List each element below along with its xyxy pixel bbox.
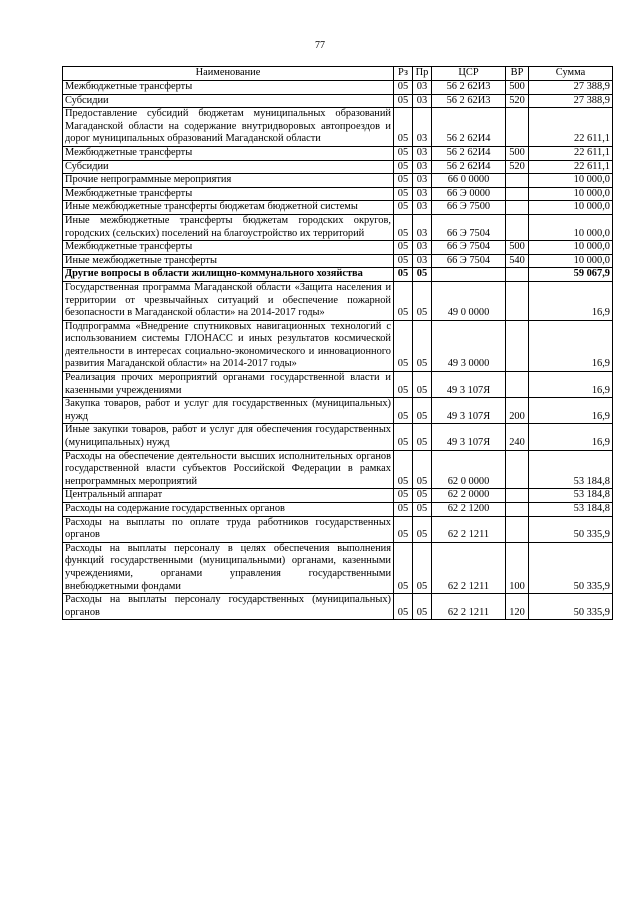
row-sum-cell: 27 388,9 [529, 94, 613, 108]
row-name-cell: Субсидии [63, 94, 394, 108]
row-vr-cell: 500 [506, 146, 529, 160]
row-rz-cell: 05 [394, 372, 413, 398]
table-row [63, 320, 613, 371]
row-name-cell: Расходы на выплаты по оплате труда работников государственных органов [63, 516, 394, 542]
table-row [63, 594, 613, 620]
row-pr-cell: 05 [413, 281, 432, 320]
row-pr-cell: 05 [413, 398, 432, 424]
table-row [63, 201, 613, 215]
row-vr-cell: 240 [506, 424, 529, 450]
row-rz-cell: 05 [394, 424, 413, 450]
row-sum-cell: 27 388,9 [529, 81, 613, 95]
row-vr-cell: 500 [506, 81, 529, 95]
row-sum-cell: 22 611,1 [529, 146, 613, 160]
row-csr-cell: 49 3 107Я [432, 398, 506, 424]
row-rz-cell: 05 [394, 516, 413, 542]
row-sum-cell: 10 000,0 [529, 214, 613, 240]
row-pr-cell: 03 [413, 160, 432, 174]
row-csr-cell: 62 2 1211 [432, 594, 506, 620]
row-rz-cell: 05 [394, 241, 413, 255]
row-rz-cell: 05 [394, 503, 413, 517]
row-vr-cell [506, 108, 529, 147]
row-name-cell: Государственная программа Магаданской области «Защита населения и территории от чрезвычайных ситуаций и обеспечение пожарной безопасности в Магаданской области» на 2014-2017 годы» [63, 281, 394, 320]
table-row [63, 108, 613, 147]
row-name-cell: Иные межбюджетные трансферты [63, 254, 394, 268]
row-csr-cell: 66 Э 7504 [432, 254, 506, 268]
row-pr-cell: 05 [413, 450, 432, 489]
row-rz-cell: 05 [394, 160, 413, 174]
row-pr-cell: 05 [413, 503, 432, 517]
row-csr-cell: 56 2 62И4 [432, 108, 506, 147]
row-rz-cell: 05 [394, 281, 413, 320]
row-sum-cell: 10 000,0 [529, 201, 613, 215]
budget-table [62, 66, 613, 620]
table-row [63, 174, 613, 188]
row-name-cell: Реализация прочих мероприятий органами государственной власти и казенными учреждениями [63, 372, 394, 398]
table-row [63, 241, 613, 255]
row-sum-cell: 59 067,9 [529, 268, 613, 282]
table-row [63, 503, 613, 517]
table-row [63, 398, 613, 424]
row-vr-cell: 520 [506, 94, 529, 108]
row-pr-cell: 03 [413, 241, 432, 255]
row-csr-cell: 49 0 0000 [432, 281, 506, 320]
row-sum-cell: 50 335,9 [529, 594, 613, 620]
row-sum-cell: 10 000,0 [529, 174, 613, 188]
row-csr-cell: 62 0 0000 [432, 450, 506, 489]
row-csr-cell: 49 3 107Я [432, 372, 506, 398]
table-row [63, 146, 613, 160]
row-sum-cell: 22 611,1 [529, 108, 613, 147]
table-row [63, 372, 613, 398]
row-name-cell: Прочие непрограммные мероприятия [63, 174, 394, 188]
row-csr-cell: 66 Э 7504 [432, 241, 506, 255]
row-name-cell: Расходы на выплаты персоналу в целях обеспечения выполнения функций государственными (муниципальными) органами, казенными учреждениями, органами управления государственными внебюджетными фондами [63, 542, 394, 593]
table-row [63, 281, 613, 320]
header-sum: Сумма [529, 67, 613, 81]
row-rz-cell: 05 [394, 320, 413, 371]
row-vr-cell: 520 [506, 160, 529, 174]
table-row [63, 187, 613, 201]
row-vr-cell [506, 372, 529, 398]
row-rz-cell: 05 [394, 214, 413, 240]
row-csr-cell: 66 Э 7504 [432, 214, 506, 240]
row-vr-cell [506, 201, 529, 215]
row-name-cell: Межбюджетные трансферты [63, 241, 394, 255]
row-rz-cell: 05 [394, 201, 413, 215]
row-rz-cell: 05 [394, 489, 413, 503]
row-name-cell: Расходы на обеспечение деятельности высших исполнительных органов государственной власти субъектов Российской Федерации в рамках непрограммных мероприятий [63, 450, 394, 489]
table-row [63, 268, 613, 282]
row-csr-cell: 66 Э 0000 [432, 187, 506, 201]
row-pr-cell: 05 [413, 372, 432, 398]
row-sum-cell: 53 184,8 [529, 489, 613, 503]
row-pr-cell: 05 [413, 320, 432, 371]
row-name-cell: Субсидии [63, 160, 394, 174]
table-header-row [63, 67, 613, 81]
row-vr-cell [506, 214, 529, 240]
row-name-cell: Межбюджетные трансферты [63, 81, 394, 95]
row-vr-cell: 200 [506, 398, 529, 424]
row-vr-cell [506, 450, 529, 489]
row-vr-cell [506, 320, 529, 371]
row-rz-cell: 05 [394, 398, 413, 424]
row-rz-cell: 05 [394, 594, 413, 620]
row-sum-cell: 16,9 [529, 372, 613, 398]
row-rz-cell: 05 [394, 108, 413, 147]
row-rz-cell: 05 [394, 94, 413, 108]
row-csr-cell: 56 2 62И3 [432, 94, 506, 108]
row-rz-cell: 05 [394, 81, 413, 95]
row-name-cell: Межбюджетные трансферты [63, 146, 394, 160]
row-rz-cell: 05 [394, 450, 413, 489]
row-csr-cell: 62 2 1211 [432, 542, 506, 593]
row-csr-cell: 62 2 1200 [432, 503, 506, 517]
row-vr-cell [506, 268, 529, 282]
row-pr-cell: 03 [413, 254, 432, 268]
row-vr-cell: 100 [506, 542, 529, 593]
page-number: 77 [315, 40, 325, 51]
table-row [63, 450, 613, 489]
row-vr-cell [506, 281, 529, 320]
row-name-cell: Расходы на содержание государственных органов [63, 503, 394, 517]
header-rz: Рз [394, 67, 413, 81]
row-pr-cell: 03 [413, 81, 432, 95]
row-vr-cell [506, 174, 529, 188]
row-pr-cell: 03 [413, 214, 432, 240]
row-csr-cell: 66 Э 7500 [432, 201, 506, 215]
row-sum-cell: 16,9 [529, 398, 613, 424]
row-vr-cell [506, 187, 529, 201]
row-sum-cell: 50 335,9 [529, 516, 613, 542]
table-row [63, 254, 613, 268]
row-name-cell: Центральный аппарат [63, 489, 394, 503]
row-sum-cell: 10 000,0 [529, 254, 613, 268]
table-row [63, 94, 613, 108]
row-vr-cell [506, 516, 529, 542]
row-rz-cell: 05 [394, 187, 413, 201]
header-pr: Пр [413, 67, 432, 81]
row-pr-cell: 05 [413, 424, 432, 450]
row-name-cell: Иные закупки товаров, работ и услуг для обеспечения государственных (муниципальных) нужд [63, 424, 394, 450]
table-body [63, 81, 613, 620]
row-name-cell: Расходы на выплаты персоналу государственных (муниципальных) органов [63, 594, 394, 620]
table-row [63, 160, 613, 174]
row-pr-cell: 05 [413, 489, 432, 503]
row-name-cell: Закупка товаров, работ и услуг для государственных (муниципальных) нужд [63, 398, 394, 424]
row-pr-cell: 03 [413, 187, 432, 201]
table-row [63, 81, 613, 95]
row-pr-cell: 05 [413, 268, 432, 282]
row-pr-cell: 05 [413, 542, 432, 593]
row-rz-cell: 05 [394, 146, 413, 160]
table-row [63, 516, 613, 542]
row-pr-cell: 03 [413, 146, 432, 160]
row-vr-cell: 540 [506, 254, 529, 268]
row-csr-cell: 49 3 0000 [432, 320, 506, 371]
row-sum-cell: 10 000,0 [529, 241, 613, 255]
row-vr-cell: 500 [506, 241, 529, 255]
row-csr-cell: 62 2 0000 [432, 489, 506, 503]
row-sum-cell: 53 184,8 [529, 503, 613, 517]
row-pr-cell: 03 [413, 174, 432, 188]
row-rz-cell: 05 [394, 174, 413, 188]
row-csr-cell: 56 2 62И3 [432, 81, 506, 95]
row-pr-cell: 03 [413, 201, 432, 215]
row-name-cell: Другие вопросы в области жилищно-коммунального хозяйства [63, 268, 394, 282]
row-csr-cell: 49 3 107Я [432, 424, 506, 450]
row-sum-cell: 16,9 [529, 320, 613, 371]
row-sum-cell: 53 184,8 [529, 450, 613, 489]
row-vr-cell [506, 503, 529, 517]
table-row [63, 424, 613, 450]
row-pr-cell: 05 [413, 516, 432, 542]
row-pr-cell: 03 [413, 108, 432, 147]
row-vr-cell: 120 [506, 594, 529, 620]
row-vr-cell [506, 489, 529, 503]
row-sum-cell: 22 611,1 [529, 160, 613, 174]
header-name: Наименование [63, 67, 394, 81]
table-row [63, 214, 613, 240]
row-csr-cell: 56 2 62И4 [432, 160, 506, 174]
row-pr-cell: 03 [413, 94, 432, 108]
row-csr-cell: 56 2 62И4 [432, 146, 506, 160]
row-csr-cell: 62 2 1211 [432, 516, 506, 542]
row-name-cell: Предоставление субсидий бюджетам муниципальных образований Магаданской области на содержание внутридворовых автопроездов и дорог муниципальных образований Магаданской области [63, 108, 394, 147]
row-name-cell: Межбюджетные трансферты [63, 187, 394, 201]
row-rz-cell: 05 [394, 268, 413, 282]
row-csr-cell [432, 268, 506, 282]
table-row [63, 542, 613, 593]
row-sum-cell: 16,9 [529, 281, 613, 320]
row-pr-cell: 05 [413, 594, 432, 620]
table-row [63, 489, 613, 503]
row-name-cell: Иные межбюджетные трансферты бюджетам городских округов, городских (сельских) поселений на благоустройство их территорий [63, 214, 394, 240]
row-name-cell: Подпрограмма «Внедрение спутниковых навигационных технологий с использованием системы ГЛОНАСС и иных результатов космической деятельности в интересах социально-экономического и инновационного развития Магаданской области» на 2014-2017 годы» [63, 320, 394, 371]
row-rz-cell: 05 [394, 542, 413, 593]
header-vr: ВР [506, 67, 529, 81]
row-rz-cell: 05 [394, 254, 413, 268]
row-sum-cell: 50 335,9 [529, 542, 613, 593]
row-sum-cell: 10 000,0 [529, 187, 613, 201]
row-name-cell: Иные межбюджетные трансферты бюджетам бюджетной системы [63, 201, 394, 215]
row-csr-cell: 66 0 0000 [432, 174, 506, 188]
header-csr: ЦСР [432, 67, 506, 81]
row-sum-cell: 16,9 [529, 424, 613, 450]
